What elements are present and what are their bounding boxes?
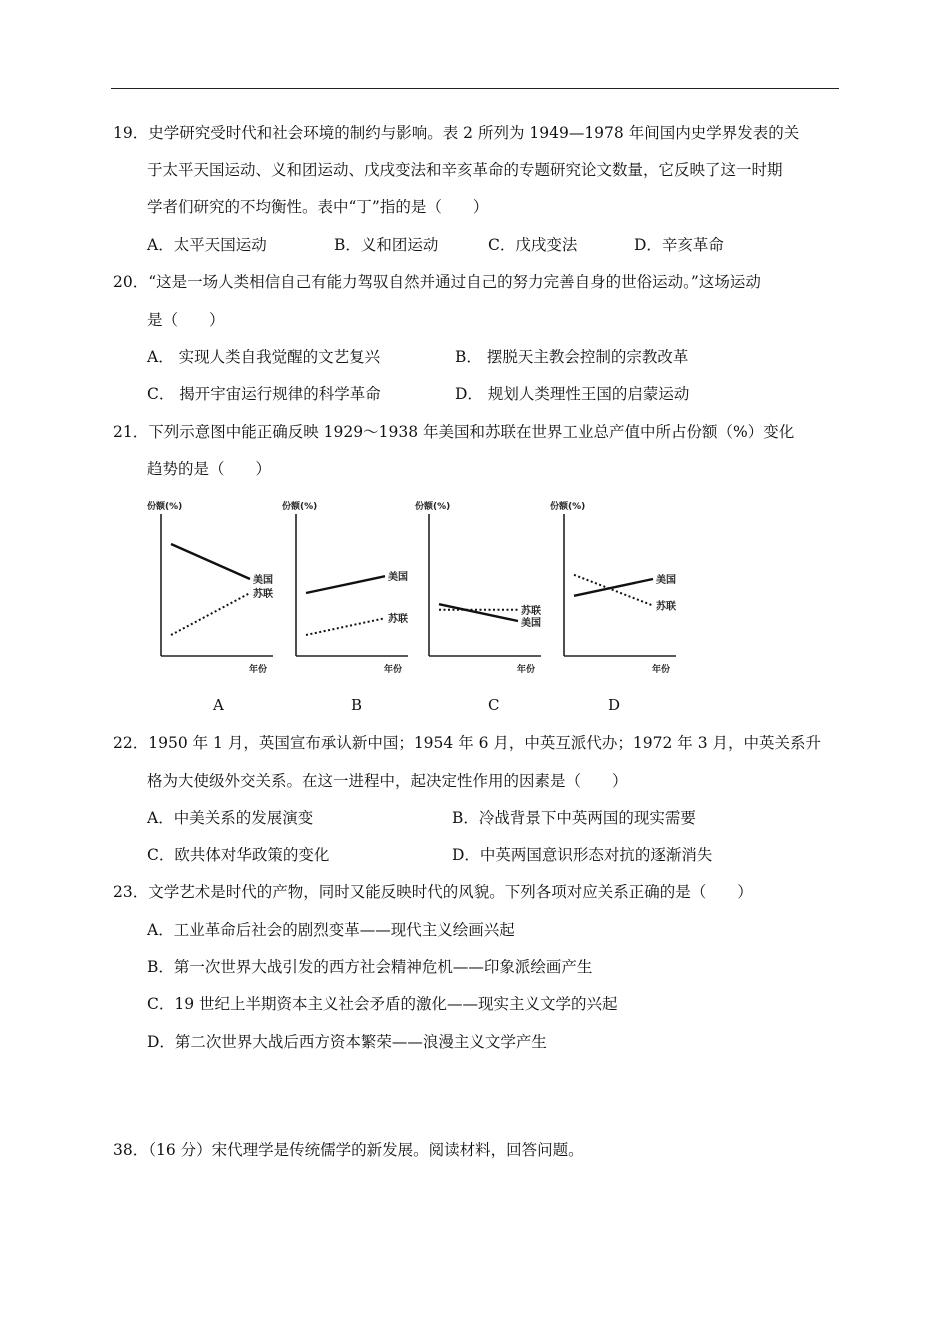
y-axis-label: 份额(%)	[550, 502, 586, 512]
series-line-1	[171, 593, 250, 635]
q23-option-d[interactable]: D．第二次世界大战后西方资本繁荣——浪漫主义文学产生	[147, 1033, 547, 1051]
q21-line-2: 趋势的是（ ）	[147, 460, 272, 478]
q22-line-2: 格为大使级外交关系。在这一进程中，起决定性作用的因素是（ ）	[147, 772, 628, 790]
q22-line-1	[113, 731, 821, 753]
chart-a-label[interactable]: A	[213, 696, 224, 714]
q19-line-1	[113, 121, 799, 143]
q23-number: 23．	[113, 883, 149, 901]
q19-number: 19．	[113, 124, 149, 142]
q22-option-d[interactable]: D．中英两国意识形态对抗的逐渐消失	[452, 846, 713, 864]
series-label-1: 苏联	[656, 601, 676, 613]
q21-number: 21．	[113, 423, 149, 441]
series-label-1: 苏联	[388, 614, 408, 626]
q22-option-b[interactable]: B．冷战背景下中英两国的现实需要	[452, 809, 696, 827]
q20-option-c[interactable]: C． 揭开宇宙运行规律的科学革命	[147, 385, 381, 403]
series-label-1: 苏联	[253, 589, 273, 600]
series-label-1: 美国	[521, 617, 541, 629]
chart-d	[548, 496, 698, 681]
header-rule	[111, 88, 839, 89]
q22-number: 22．	[113, 734, 149, 752]
q20-number: 20．	[113, 273, 149, 291]
chart-d-svg	[548, 496, 698, 681]
q20-option-b[interactable]: B． 摆脱天主教会控制的宗教改革	[455, 348, 689, 366]
q20-line-1	[113, 270, 761, 292]
q23-line-1	[113, 880, 753, 902]
chart-c	[413, 496, 563, 681]
y-axis-label: 份额(%)	[415, 502, 451, 512]
q19-option-a[interactable]: A．太平天国运动	[147, 236, 267, 254]
q22-option-c[interactable]: C．欧共体对华政策的变化	[147, 846, 330, 864]
series-label-0: 美国	[388, 572, 408, 584]
q20-text-1: “这是一场人类相信自己有能力驾驭自然并通过自己的努力完善自身的世俗运动。”这场运动	[148, 273, 761, 291]
y-axis-label: 份额(%)	[147, 502, 183, 512]
q38-line: 38．（16 分）宋代理学是传统儒学的新发展。阅读材料，回答问题。	[113, 1141, 584, 1159]
chart-a-svg	[145, 496, 295, 681]
chart-b	[280, 496, 430, 681]
series-line-0	[574, 579, 653, 596]
series-line-0	[171, 544, 250, 579]
q23-option-c[interactable]: C．19 世纪上半期资本主义社会矛盾的激化——现实主义文学的兴起	[147, 995, 618, 1013]
y-axis-label: 份额(%)	[282, 502, 318, 512]
x-axis-label: 年份	[384, 665, 403, 675]
q19-option-b[interactable]: B．义和团运动	[334, 236, 439, 254]
q21-text-1: 下列示意图中能正确反映 1929～1938 年美国和苏联在世界工业总产值中所占份额（%）变化	[148, 423, 795, 441]
x-axis-label: 年份	[249, 665, 268, 675]
series-label-0: 美国	[253, 575, 273, 586]
series-label-0: 美国	[656, 575, 676, 586]
q19-line-2: 于太平天国运动、义和团运动、戊戌变法和辛亥革命的专题研究论文数量，它反映了这一时期	[147, 161, 783, 179]
chart-b-svg	[280, 496, 430, 681]
q23-option-a[interactable]: A．工业革命后社会的剧烈变革——现代主义绘画兴起	[147, 921, 515, 939]
chart-c-svg	[413, 496, 563, 681]
q19-text-1: 史学研究受时代和社会环境的制约与影响。表 2 所列为 1949—1978 年间国内史学界发表的关	[148, 124, 800, 142]
q20-line-2: 是（ ）	[147, 311, 225, 329]
q20-option-d[interactable]: D． 规划人类理性王国的启蒙运动	[455, 385, 690, 403]
series-line-1	[439, 604, 518, 621]
series-line-1	[306, 618, 385, 635]
chart-a	[145, 496, 295, 681]
q19-line-3: 学者们研究的不均衡性。表中“丁”指的是（ ）	[147, 198, 489, 216]
series-label-0: 苏联	[521, 605, 541, 617]
series-line-0	[306, 576, 385, 593]
q19-option-c[interactable]: C．戊戌变法	[488, 236, 578, 254]
chart-b-label[interactable]: B	[351, 696, 363, 714]
q23-option-b[interactable]: B．第一次世界大战引发的西方社会精神危机——印象派绘画产生	[147, 958, 593, 976]
series-line-1	[574, 575, 653, 606]
q22-text-1: 1950 年 1 月，英国宣布承认新中国；1954 年 6 月，中英互派代办；1972 年 3 月，中英关系升	[148, 734, 822, 752]
q21-line-1	[113, 420, 794, 442]
x-axis-label: 年份	[652, 665, 671, 675]
x-axis-label: 年份	[517, 665, 536, 675]
chart-c-label[interactable]: C	[488, 696, 500, 714]
q23-text-1: 文学艺术是时代的产物，同时又能反映时代的风貌。下列各项对应关系正确的是（ ）	[148, 883, 753, 901]
q22-option-a[interactable]: A．中美关系的发展演变	[147, 809, 314, 827]
chart-d-label[interactable]: D	[608, 696, 621, 714]
q20-option-a[interactable]: A． 实现人类自我觉醒的文艺复兴	[147, 348, 381, 366]
q19-option-d[interactable]: D．辛亥革命	[634, 236, 724, 254]
